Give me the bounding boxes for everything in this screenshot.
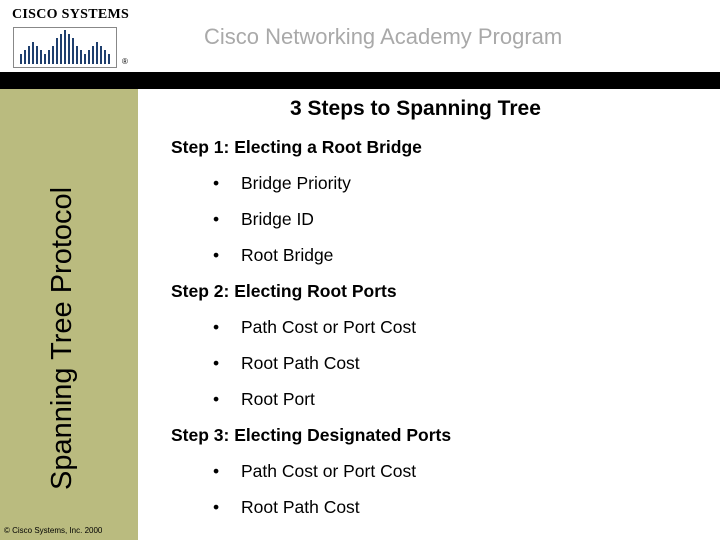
top-bar [0, 72, 720, 89]
list-item [213, 461, 416, 482]
bullet-icon: • [213, 245, 220, 265]
step-3-heading: Step 3: Electing Designated Ports [171, 425, 452, 445]
step-2-heading: Step 2: Electing Root Ports [171, 281, 397, 301]
list-item [213, 353, 360, 374]
list-item-text: Bridge Priority [241, 173, 351, 193]
list-item-text: Root Port [241, 389, 315, 409]
list-item-text: Root Bridge [241, 245, 334, 265]
cisco-logo-text: CISCO SYSTEMS [12, 7, 130, 22]
bullet-icon: • [213, 173, 220, 193]
cisco-bridge-icon [13, 27, 117, 68]
list-item [213, 497, 360, 518]
registered-mark: ® [122, 57, 128, 66]
copyright-notice: © Cisco Systems, Inc. 2000 [4, 526, 103, 535]
step-1-heading: Step 1: Electing a Root Bridge [171, 137, 422, 157]
cisco-logo [12, 7, 130, 66]
bullet-icon: • [213, 497, 220, 517]
slide-title: 3 Steps to Spanning Tree [290, 97, 541, 120]
bullet-icon: • [213, 461, 220, 481]
bullet-icon: • [213, 389, 220, 409]
list-item [213, 173, 351, 194]
list-item [213, 389, 315, 410]
list-item-text: Root Path Cost [241, 353, 360, 373]
list-item [213, 317, 416, 338]
bullet-icon: • [213, 317, 220, 337]
bullet-icon: • [213, 353, 220, 373]
list-item [213, 209, 314, 230]
list-item [213, 245, 333, 266]
bullet-icon: • [213, 209, 220, 229]
header-title: Cisco Networking Academy Program [204, 24, 563, 49]
list-item-text: Path Cost or Port Cost [241, 461, 417, 481]
sidebar-title: Spanning Tree Protocol [46, 186, 78, 490]
list-item-text: Path Cost or Port Cost [241, 317, 417, 337]
list-item-text: Root Path Cost [241, 497, 360, 517]
list-item-text: Bridge ID [241, 209, 314, 229]
